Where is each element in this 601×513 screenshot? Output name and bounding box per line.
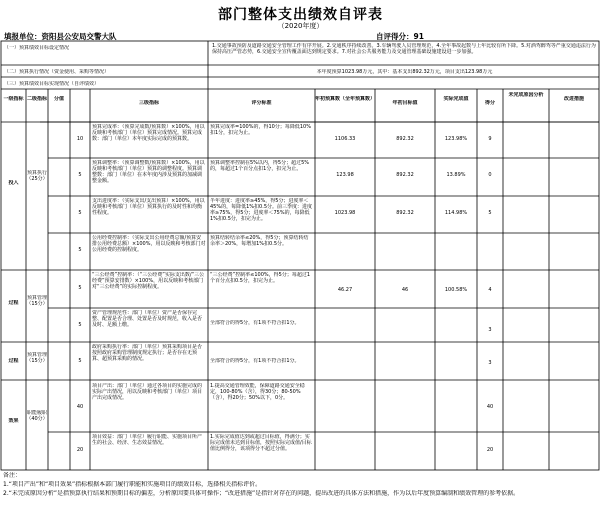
got-cell: 3 <box>488 327 492 333</box>
got-cell: 0 <box>488 172 492 178</box>
page-title: 部门整体支出绩效自评表 <box>218 7 383 23</box>
got-cell: 4 <box>488 287 492 293</box>
l3-cell: 预算调整率：（预算调整数/预算数）×100%，用以反映和考核部门（单位）预算的调整程度。预算调整数：部门（单位）在本年度内涉及预算的加减调整金额。 <box>92 160 205 184</box>
score-cell: 5 <box>78 358 82 364</box>
header-got: 得分 <box>484 100 495 106</box>
std-cell: 预算完成率=100%的，得10分；每降低10%扣1分，扣完为止。 <box>210 124 311 136</box>
l3-cell: 项目效益：部门（单位）履行职能、实施项目所产生的社会、经济、生态效益情况。 <box>92 434 203 446</box>
l3-cell: 支出进度率：（实际支出/支出预算）×100%，用以反映和考核部门（单位）预算执行的及时性和均衡性程度。 <box>92 198 205 216</box>
notes-line: 1.“项目产出”和“项目效果”指标根据本部门履行职能和实施项目的绩效目标，选择相关指标评价。 <box>3 481 262 488</box>
std-cell: “三公经费”控制率≤100%，得5分；每超过1个百分点扣0.5分，扣完为止。 <box>210 272 311 284</box>
score-cell: 5 <box>78 322 82 328</box>
l3-cell: 项目产出：部门（单位）通过各项目的实施完成的实际产出情况，用以反映和考核部门（单位）项目产出完成情况。 <box>92 383 203 401</box>
goal-text-1: 1.交通事故预防及道路交通安全管理工作有序开展。2.交通秩序持续改善。3.车辆驾驶人员管理规范，4.全年事故起数与上年比较有所下降。5.对酒驾醉驾等严重交通违法行为保持高压严管态势，6.交通安全宣传覆盖面达到规定要求。7.对社会公共服务能力及交通管理基础设施建设进一步加强。 <box>212 43 596 55</box>
score-cell: 5 <box>78 285 82 291</box>
budget-cell: 1023.98 <box>334 210 356 216</box>
score-cell: 5 <box>78 210 82 216</box>
notes-title: 备注： <box>3 472 22 479</box>
actual-cell: 114.98% <box>444 210 468 216</box>
l2-cell: 职能履职（40分） <box>26 410 48 422</box>
goal-label-3: （三）预算绩效目标实现情况（自评绩效） <box>4 81 100 87</box>
plan-cell: 892.32 <box>396 136 414 142</box>
plan-cell: 892.32 <box>396 172 414 178</box>
header-std: 评分标准 <box>251 100 272 106</box>
std-cell: 全部符合的得5分，有1项不符合扣1分。 <box>210 358 300 364</box>
l1-cell: 效果 <box>8 418 19 424</box>
header-improve: 改进措施 <box>563 96 584 102</box>
std-cell: 1.实际完成值达到或超过目标值，得满分；实际完成值未达到目标值，按照实际完成值/目标值比例得分，该项得分不超过分值。 <box>210 434 312 452</box>
header-reason: 未完成原因分析 <box>508 92 544 98</box>
header-budget: 年初预算数（全年预算数） <box>315 96 375 102</box>
std-cell: 1.提高交通管理效能，保障道路交通安全稳定，100-80%（含），得30分；80-50%（含），得20分；50%以下，0分。 <box>210 383 305 401</box>
score-cell: 20 <box>76 447 84 453</box>
plan-cell: 46 <box>401 287 409 293</box>
header-l3: 三级指标 <box>138 100 159 106</box>
header-plan: 年初目标值 <box>392 100 418 106</box>
std-cell: 预算调整率控制在5%以内，得5分；超过5%的，每超过1个百分点扣1分，扣完为止。 <box>210 160 310 172</box>
l2-cell: 预算管理（15分） <box>26 295 48 307</box>
got-cell: 20 <box>486 447 494 453</box>
notes-line: 2.“未完成原因分析”是指预算执行结果和预期目标的偏差，分析原因要具体可操作；“改进措施”是指针对存在的问题，提出改进的具体方法和措施，作为以后年度预算编制和绩效管理的参考依据。 <box>3 490 520 497</box>
std-cell: 全部符合的得5分，有1项不符合扣1分。 <box>210 320 300 326</box>
std-cell: 预算结转结余率≤20%，得5分；预算结转结余率＞20%，每增加1%扣0.5分。 <box>210 235 309 247</box>
header-score: 分值 <box>53 96 64 102</box>
l3-cell: 政府采购执行率：部门（单位）预算采购项目是否按照政府采购管理制度规定执行；是否存在无预算、超预算采购的情况。 <box>92 344 203 362</box>
goal-label-1: （一）预算绩效目标设定情况 <box>4 45 70 51</box>
budget-cell: 1106.33 <box>334 136 356 142</box>
actual-cell: 100.58% <box>444 287 468 293</box>
std-cell: 半年进度：进度率≥45%，得5分；进度率＜45%的，每降低1%扣0.5分。前三季度：进度率≥75%，得5分；进度率＜75%的，每降低1%扣0.5分，扣完为止。 <box>210 198 312 222</box>
l1-cell: 过程 <box>8 358 19 364</box>
goal-label-2: （二）预算执行情况（资金使用、采购等情况） <box>4 69 110 75</box>
score-cell: 5 <box>78 247 82 253</box>
l1-cell: 投入 <box>8 180 19 186</box>
l1-cell: 过程 <box>8 300 19 306</box>
got-cell: 5 <box>488 210 492 216</box>
plan-cell: 892.32 <box>396 210 414 216</box>
header-actual: 实际完成值 <box>443 96 469 102</box>
header-l1: 一级指标 <box>3 96 24 102</box>
l3-cell: “三公经费”控制率：（“三公经费”实际支出数/“三公经费”预算安排数）×100%，用以反映和考核部门对“三公经费”的实际控制程度。 <box>92 272 205 290</box>
page-subtitle: （2020年度） <box>277 22 324 30</box>
l3-cell: 预算完成率：（预算完成数/预算数）×100%，用以反映和考核部门（单位）预算完成情况。预算完成数：部门（单位）本年度实际完成的预算数。 <box>92 124 205 142</box>
got-cell: 40 <box>486 404 494 410</box>
goal-text-2: 本年度预算1023.98万元，其中：基本支出892.32万元，项目支出123.98万元 <box>316 69 493 75</box>
l2-cell: 预算管理（15分） <box>26 352 48 364</box>
l3-cell: 公用经费控制率：（实际支出公用经费总额/预算安排公用经费总额）×100%，用以反映和考核部门对公用经费的控制程度。 <box>92 235 206 253</box>
score-cell: 10 <box>76 136 84 142</box>
budget-cell: 123.98 <box>336 172 354 178</box>
actual-cell: 123.98% <box>444 136 468 142</box>
got-cell: 3 <box>488 360 492 366</box>
actual-cell: 13.89% <box>446 172 466 178</box>
score-label: 自评得分：91 <box>376 32 424 41</box>
unit-label: 填报单位：资阳县公安局交警大队 <box>4 32 117 41</box>
got-cell: 9 <box>488 136 492 142</box>
score-cell: 40 <box>76 404 84 410</box>
l2-cell: 预算执行（25分） <box>26 170 48 182</box>
header-l2: 二级指标 <box>26 96 47 102</box>
l3-cell: 资产管理规范性：部门（单位）资产是否保存完整、配置是否合理、处置是否及时规范，收入是否及时、足额上缴。 <box>92 310 203 328</box>
score-cell: 5 <box>78 172 82 178</box>
budget-cell: 46.27 <box>337 287 353 293</box>
